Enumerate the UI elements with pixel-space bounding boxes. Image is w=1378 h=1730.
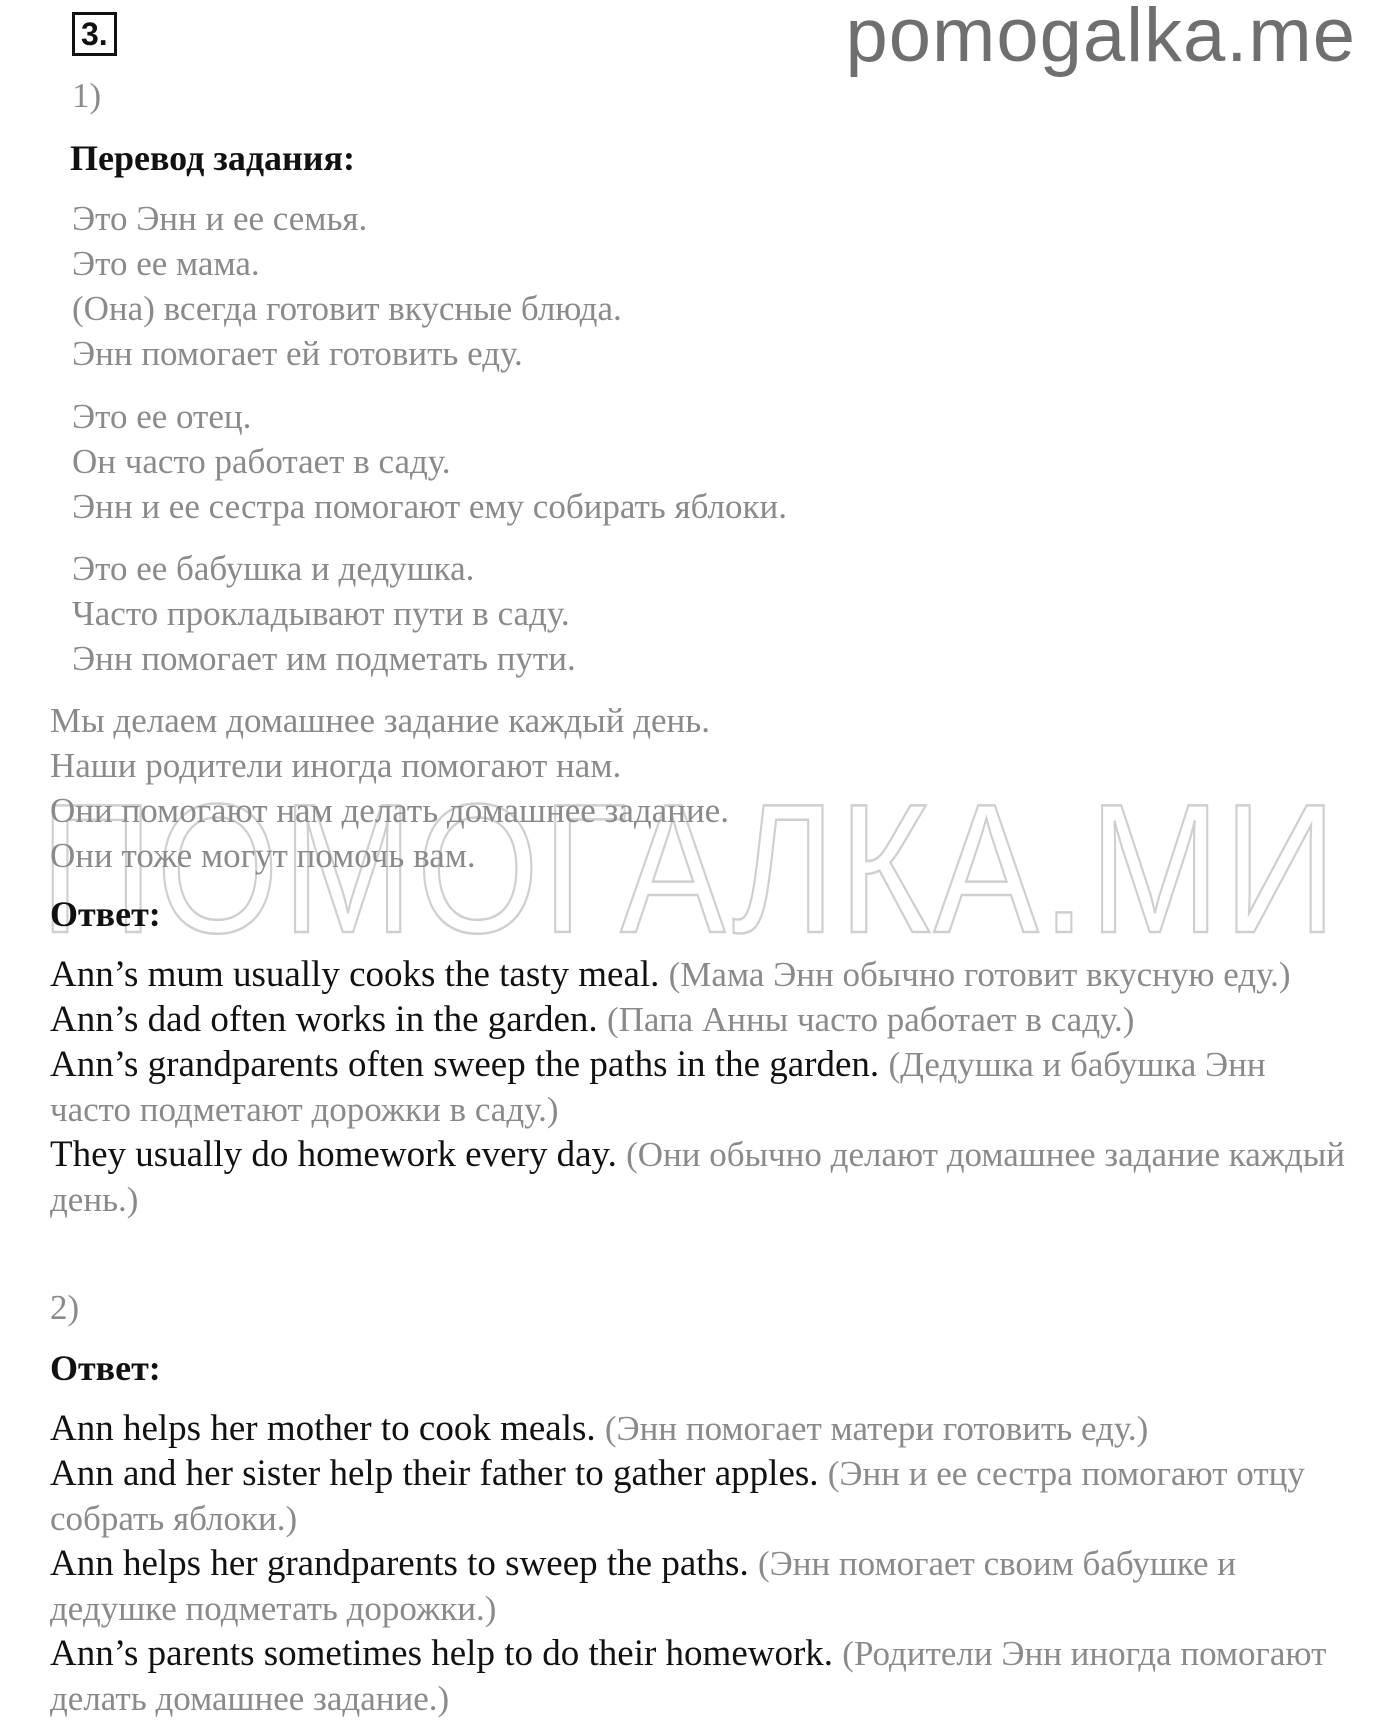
- stanza-line: Это ее бабушка и дедушка.: [72, 549, 475, 588]
- stanza-line: Энн и ее сестра помогают ему собирать яблоки.: [72, 487, 787, 526]
- part1-label: 1): [72, 76, 102, 115]
- answer-item: [50, 1132, 1350, 1222]
- stanza-2: [72, 394, 787, 529]
- translation-heading: Перевод задания:: [70, 138, 355, 178]
- answer-item: [50, 1406, 1350, 1451]
- part2-label: 2): [50, 1288, 80, 1327]
- answer-english: Ann and her sister help their father to gather apples.: [50, 1453, 819, 1494]
- answers-part1: [50, 952, 1350, 1222]
- answer-item: [50, 1451, 1350, 1541]
- stanza-line: Часто прокладывают пути в саду.: [72, 594, 570, 633]
- stanza-line: Это ее мама.: [72, 244, 260, 283]
- answer-item: [50, 1042, 1350, 1132]
- stanza-line: (Она) всегда готовит вкусные блюда.: [72, 289, 622, 328]
- answer-english: Ann helps her grandparents to sweep the paths.: [50, 1543, 749, 1584]
- stanza-4: [50, 698, 729, 878]
- answers-part2: [50, 1406, 1350, 1721]
- answer-english: Ann’s parents sometimes help to do their homework.: [50, 1633, 834, 1674]
- stanza-line: Энн помогает ей готовить еду.: [72, 334, 523, 373]
- answer-russian: (Родители Энн иногда помогают делать домашнее задание.): [50, 1634, 1327, 1718]
- answer-russian: (Мама Энн обычно готовит вкусную еду.): [668, 955, 1291, 994]
- stanza-line: Он часто работает в саду.: [72, 442, 451, 481]
- answer-russian: (Энн помогает матери готовить еду.): [604, 1409, 1149, 1448]
- answer-item: [50, 997, 1350, 1042]
- stanza-line: Мы делаем домашнее задание каждый день.: [50, 701, 710, 740]
- answer-heading-1: Ответ:: [50, 894, 161, 934]
- answer-item: [50, 1541, 1350, 1631]
- stanza-line: Энн помогает им подметать пути.: [72, 639, 576, 678]
- stanza-line: Они помогают нам делать домашнее задание.: [50, 791, 729, 830]
- answer-item: [50, 1631, 1350, 1721]
- stanza-line: Это ее отец.: [72, 397, 252, 436]
- stanza-line: Это Энн и ее семья.: [72, 199, 368, 238]
- stanza-3: [72, 546, 576, 681]
- site-logo-text: pomogalka.me: [845, 0, 1356, 78]
- answer-russian: (Дедушка и бабушка Энн часто подметают дорожки в саду.): [50, 1045, 1266, 1129]
- stanza-line: Наши родители иногда помогают нам.: [50, 746, 622, 785]
- exercise-number: 3.: [72, 12, 117, 56]
- watermark-text: ПОМОГАЛКА.МИ: [40, 772, 1340, 942]
- answer-heading-2: Ответ:: [50, 1348, 161, 1388]
- answer-english: Ann helps her mother to cook meals.: [50, 1408, 596, 1449]
- answer-english: Ann’s grandparents often sweep the paths in the garden.: [50, 1044, 880, 1085]
- answer-english: Ann’s mum usually cooks the tasty meal.: [50, 954, 660, 995]
- answer-russian: (Энн помогает своим бабушке и дедушке подметать дорожки.): [50, 1544, 1236, 1628]
- answer-item: [50, 952, 1350, 997]
- answer-english: They usually do homework every day.: [50, 1134, 617, 1175]
- answer-russian: (Энн и ее сестра помогают отцу собрать яблоки.): [50, 1454, 1305, 1538]
- stanza-line: Они тоже могут помочь вам.: [50, 836, 476, 875]
- stanza-1: [72, 196, 622, 376]
- answer-russian: (Они обычно делают домашнее задание каждый день.): [50, 1135, 1345, 1219]
- answer-english: Ann’s dad often works in the garden.: [50, 999, 598, 1040]
- answer-russian: (Папа Анны часто работает в саду.): [606, 1000, 1135, 1039]
